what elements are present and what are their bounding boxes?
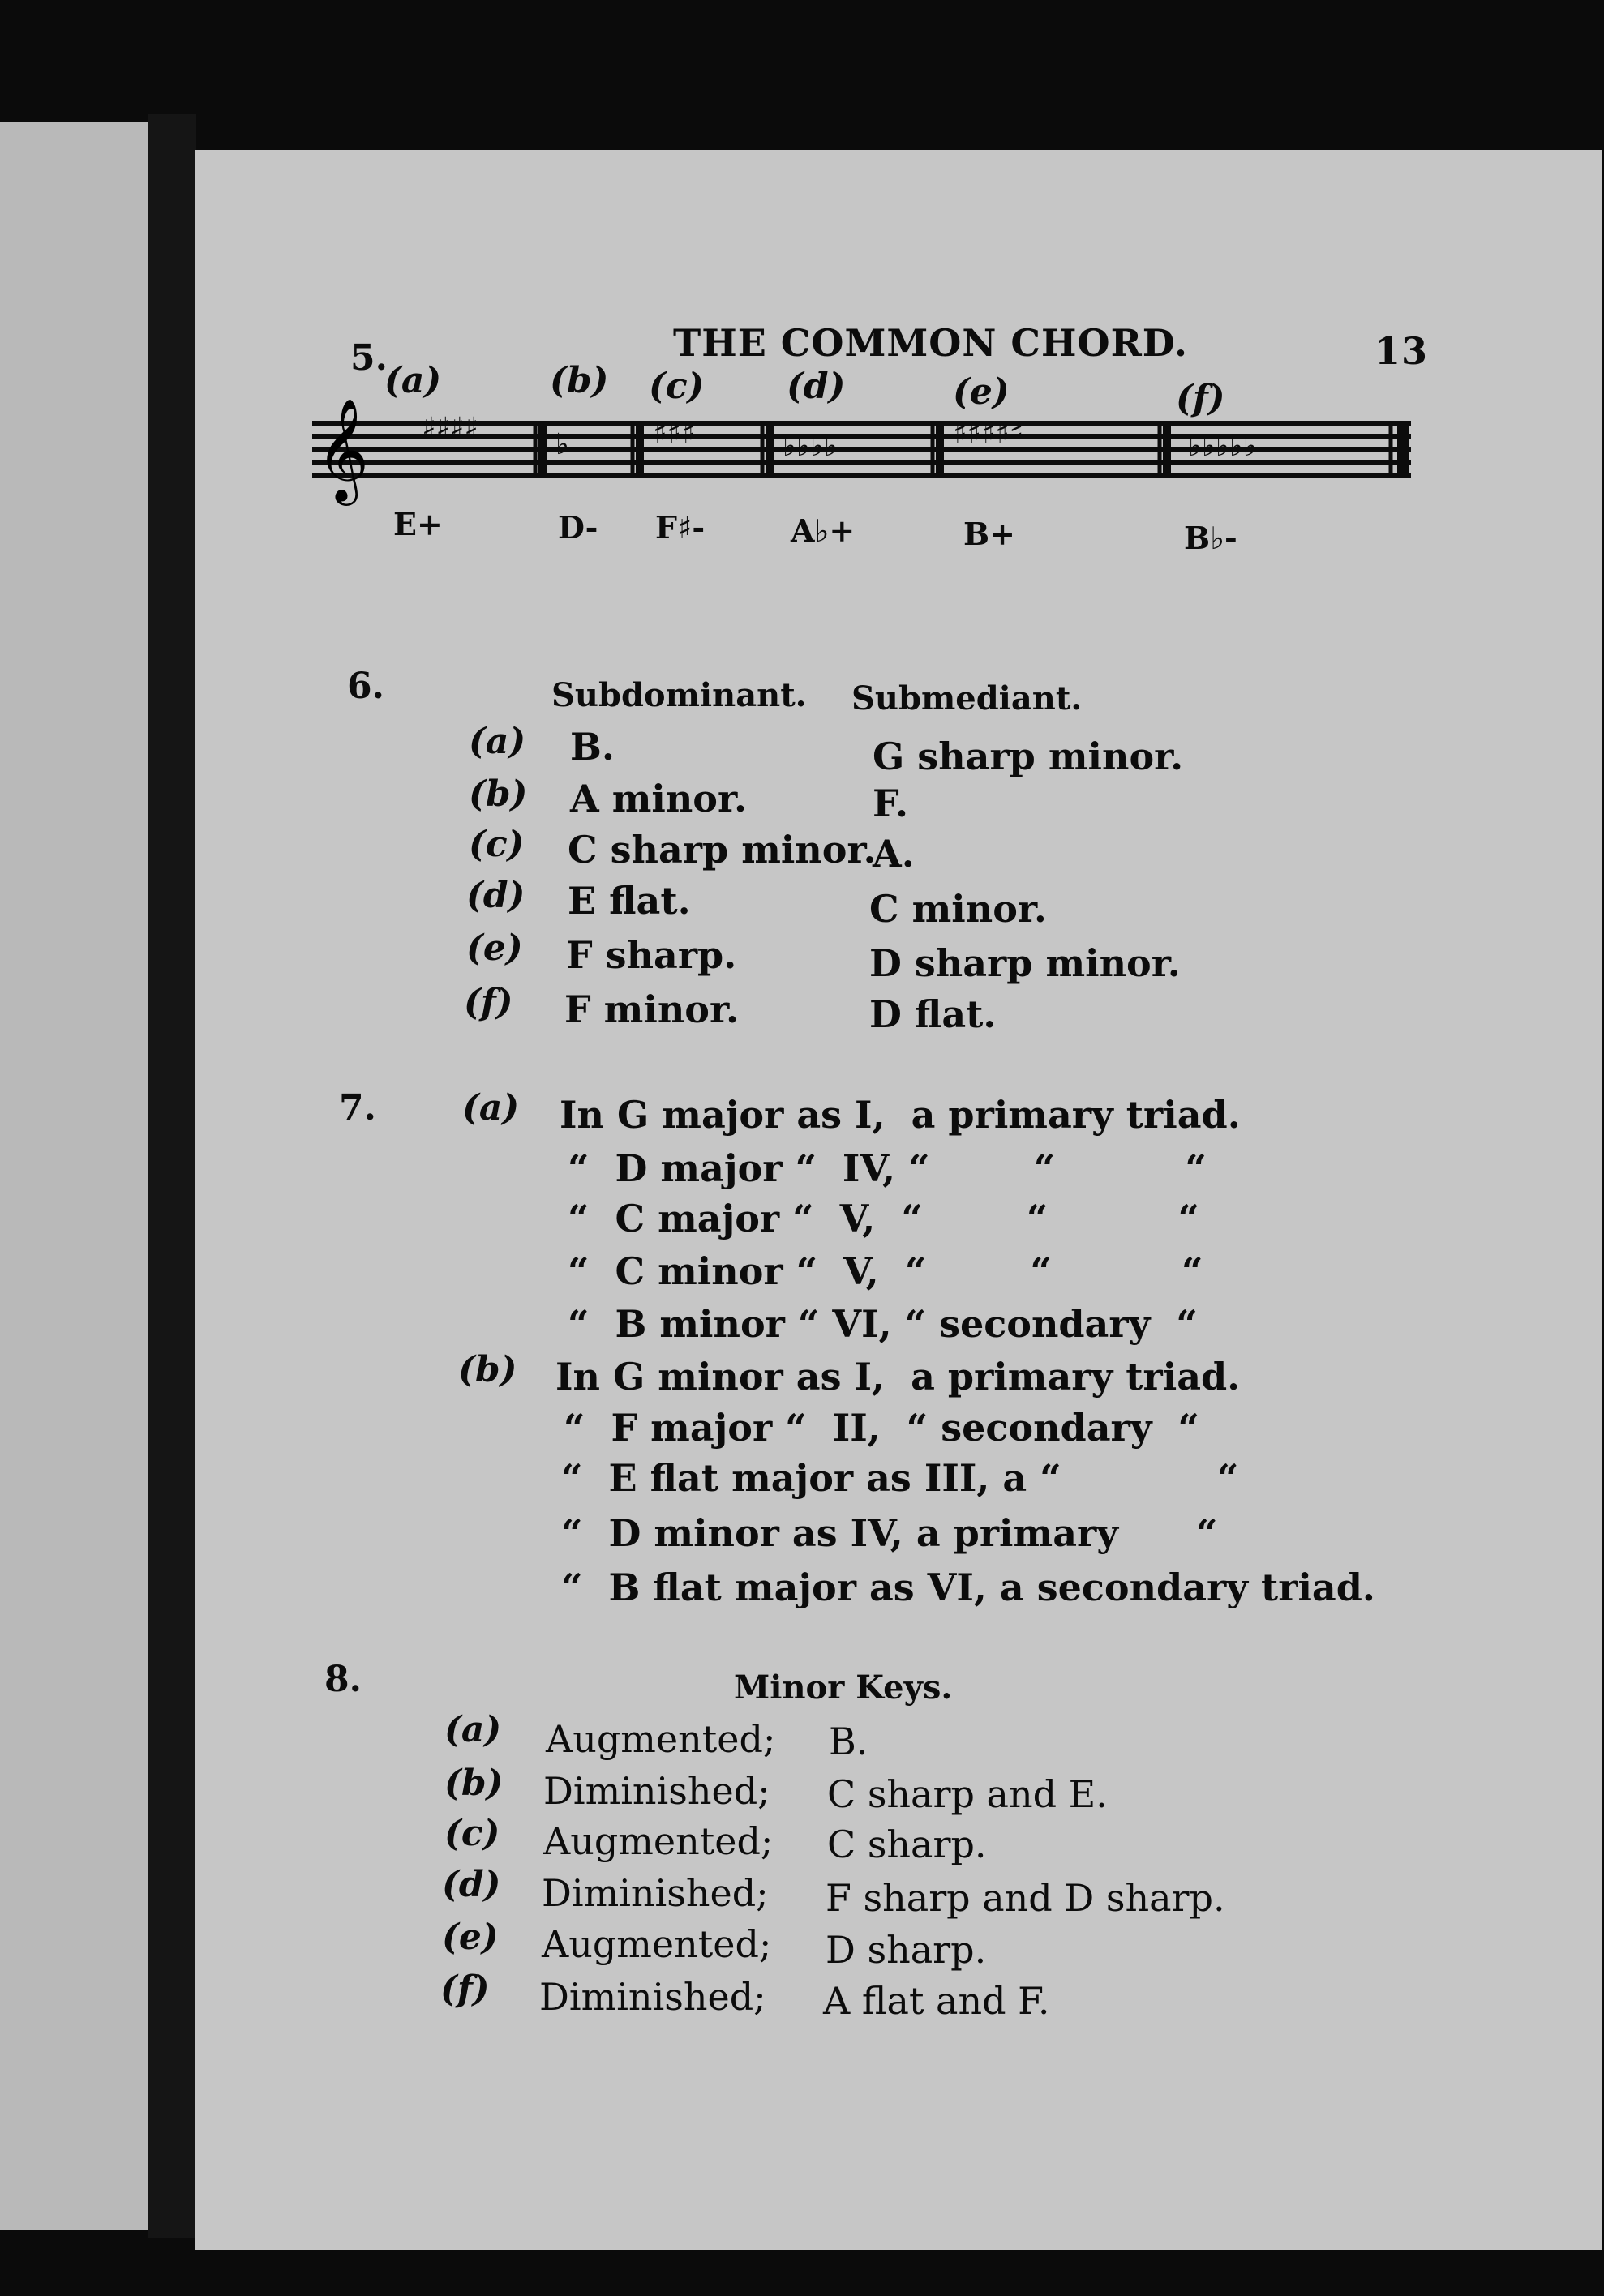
ex5-label-c: (c)	[649, 366, 705, 407]
ex5-chord-e: B+	[963, 516, 1015, 552]
ex7-line: “ E flat major as III, a “ “	[561, 1456, 1239, 1500]
ex8-kind: Augmented;	[542, 1922, 772, 1966]
exercise-6-number: 6.	[347, 666, 384, 707]
exercise-7-number: 7.	[339, 1087, 376, 1129]
ex7-line: “ C minor “ V, “ “ “	[568, 1249, 1203, 1293]
ex8-notes: C sharp.	[827, 1823, 987, 1866]
ex8-notes: A flat and F.	[823, 1979, 1050, 2023]
ex8-row-label: (f)	[440, 1968, 490, 2010]
ex8-row-label: (a)	[444, 1709, 502, 1750]
ex7-line: “ F major “ II, “ secondary “	[564, 1406, 1199, 1450]
svg-text:♯♯♯♯: ♯♯♯♯	[422, 412, 478, 445]
minor-keys-heading: Minor Keys.	[734, 1668, 953, 1707]
ex6-subdominant-value: A minor.	[570, 777, 748, 820]
ex5-chord-c: F♯-	[655, 509, 706, 546]
ex5-label-f: (f)	[1176, 378, 1225, 419]
music-staff	[312, 389, 1415, 511]
svg-text:♭: ♭	[555, 428, 569, 461]
ex6-row-label: (b)	[469, 773, 528, 815]
ex5-chord-f: B♭-	[1184, 520, 1237, 556]
ex8-kind: Augmented;	[546, 1717, 776, 1761]
ex7-line: “ C major “ V, “ “ “	[568, 1197, 1199, 1240]
ex8-row-label: (b)	[444, 1763, 504, 1804]
exercise-5-number: 5.	[350, 337, 388, 379]
ex7-line: “ B flat major as VI, a secondary triad.	[561, 1566, 1375, 1609]
ex6-row-label: (c)	[469, 824, 525, 865]
ex8-kind: Diminished;	[542, 1871, 769, 1915]
exercise-8-number: 8.	[324, 1659, 362, 1700]
ex8-kind: Diminished;	[539, 1975, 766, 2019]
ex8-notes: B.	[829, 1720, 868, 1763]
svg-text:♯♯♯♯♯: ♯♯♯♯♯	[953, 417, 1024, 450]
ex6-row-label: (d)	[466, 875, 525, 916]
ex5-chord-d: A♭+	[791, 512, 856, 549]
ex8-notes: F sharp and D sharp.	[826, 1876, 1225, 1920]
ex6-subdominant-value: B.	[570, 725, 615, 769]
ex7-label-a: (a)	[462, 1087, 520, 1129]
ex5-label-e: (e)	[953, 371, 1010, 413]
ex8-kind: Diminished;	[543, 1769, 770, 1813]
ex6-submediant-value: F.	[873, 782, 909, 825]
ex6-row-label: (a)	[469, 721, 526, 762]
subdominant-heading: Subdominant.	[551, 676, 807, 714]
left-page-edge	[0, 122, 148, 2230]
ex8-notes: C sharp and E.	[827, 1772, 1108, 1816]
ex8-row-label: (e)	[442, 1917, 499, 1958]
ex6-submediant-value: D flat.	[869, 992, 997, 1036]
ex5-label-d: (d)	[787, 366, 846, 407]
ex5-chord-a: E+	[393, 506, 443, 542]
submediant-heading: Submediant.	[851, 679, 1083, 718]
ex5-label-b: (b)	[550, 360, 609, 401]
ex7-line: “ B minor “ VI, “ secondary “	[568, 1302, 1198, 1346]
svg-text:♭♭♭♭: ♭♭♭♭	[783, 430, 838, 463]
ex8-row-label: (d)	[442, 1864, 501, 1905]
ex8-kind: Augmented;	[543, 1819, 774, 1863]
ex6-submediant-value: A.	[873, 832, 915, 876]
ex6-submediant-value: G sharp minor.	[873, 735, 1184, 778]
ex6-row-label: (e)	[466, 927, 523, 969]
book-spine	[148, 114, 196, 2238]
ex6-subdominant-value: F sharp.	[566, 933, 737, 977]
ex7-line: “ D major “ IV, “ “ “	[568, 1146, 1207, 1190]
ex6-submediant-value: C minor.	[869, 887, 1047, 931]
ex6-submediant-value: D sharp minor.	[869, 941, 1181, 985]
page-number: 13	[1375, 329, 1429, 373]
svg-text:♭♭♭♭♭: ♭♭♭♭♭	[1188, 430, 1257, 463]
page-header-title: THE COMMON CHORD.	[673, 321, 1189, 365]
ex5-chord-b: D-	[558, 509, 598, 546]
ex6-subdominant-value: C sharp minor.	[568, 828, 877, 872]
ex7-line: In G minor as I, a primary triad.	[555, 1355, 1241, 1399]
ex6-subdominant-value: E flat.	[568, 879, 691, 923]
ex6-subdominant-value: F minor.	[564, 987, 739, 1031]
ex7-line: In G major as I, a primary triad.	[560, 1093, 1241, 1137]
svg-text:♯♯♯: ♯♯♯	[653, 417, 696, 450]
ex7-line: “ D minor as IV, a primary “	[561, 1511, 1218, 1555]
ex5-label-a: (a)	[384, 360, 442, 401]
treble-clef-icon: 𝄞	[316, 397, 370, 501]
ex8-row-label: (c)	[444, 1813, 500, 1854]
ex6-row-label: (f)	[464, 982, 513, 1023]
ex7-label-b: (b)	[458, 1349, 517, 1390]
ex8-notes: D sharp.	[826, 1928, 987, 1972]
